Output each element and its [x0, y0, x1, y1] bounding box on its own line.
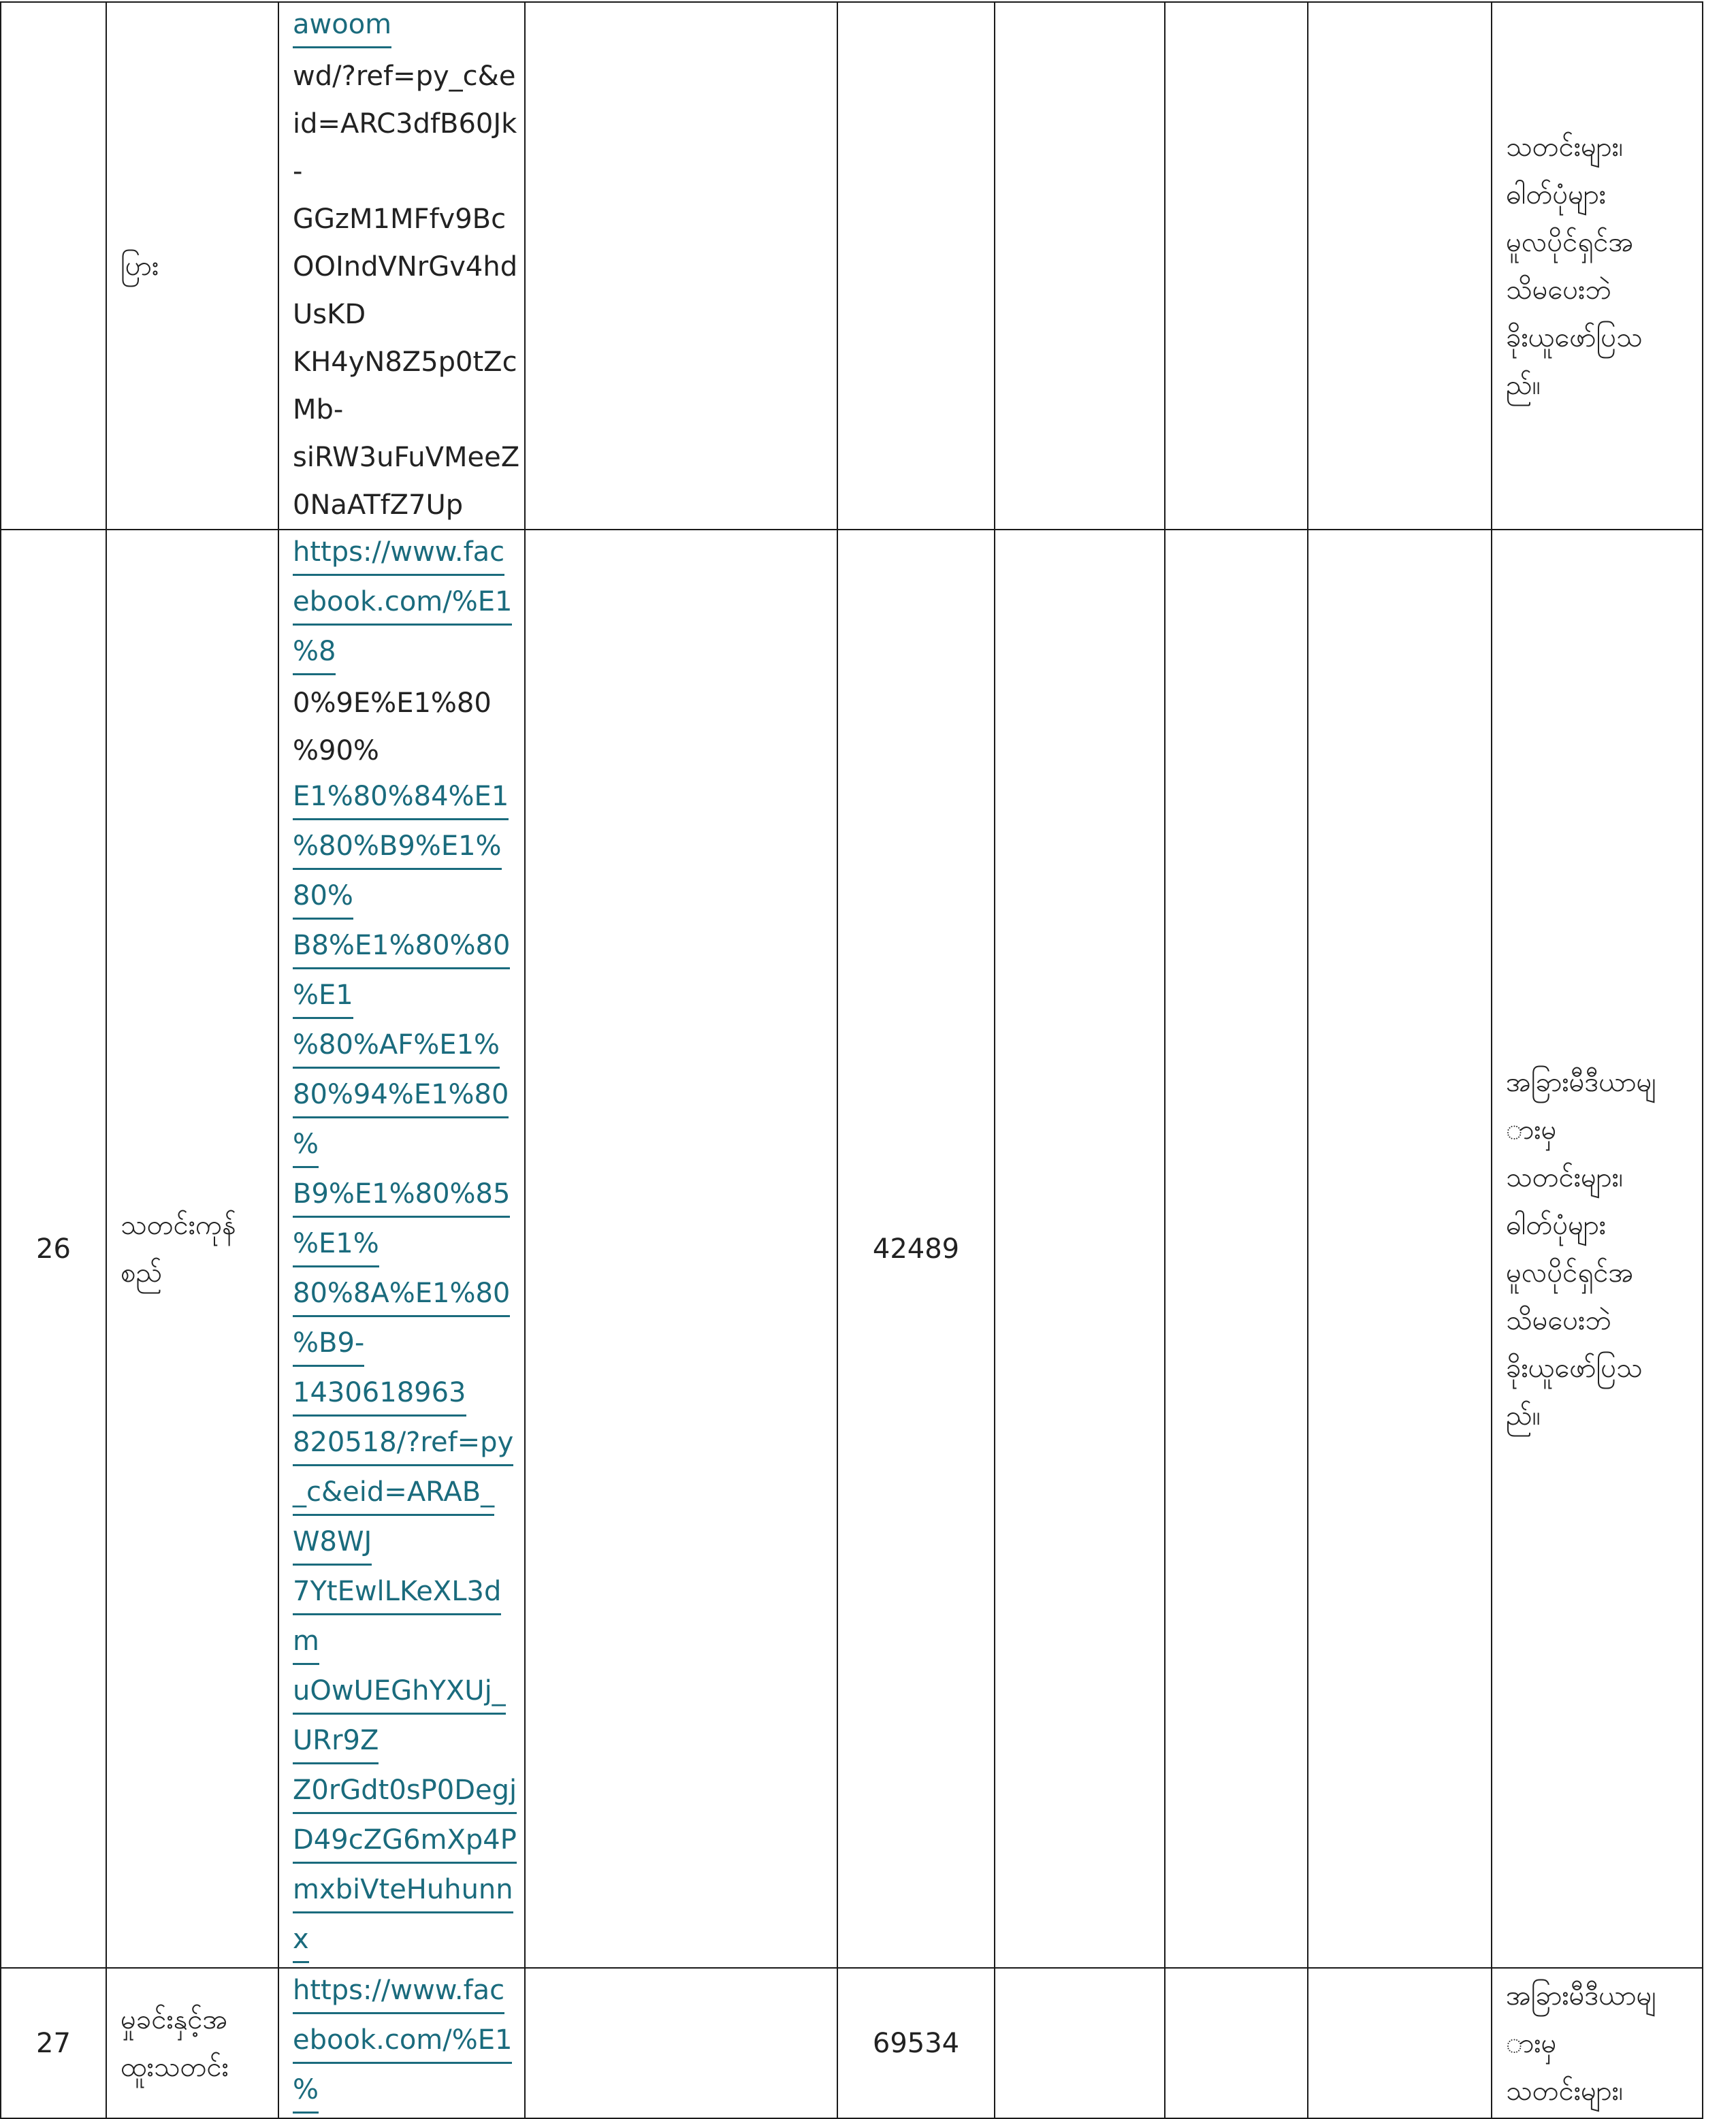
url-link-segment[interactable]: uOwUEGhYXUj_: [293, 1669, 506, 1715]
url-text-segment: OOIndVNrGv4hd: [293, 251, 518, 282]
view-count: 69534: [837, 1968, 995, 2118]
url-link-segment[interactable]: %8: [293, 630, 336, 675]
text-line: ခိုးယူဖော်ပြသ: [1506, 1352, 1643, 1384]
text-line: သိမပေးဘဲ: [1506, 1304, 1611, 1336]
url-link-segment[interactable]: 7YtEwlLKeXL3d: [293, 1570, 501, 1615]
text-line: ခိုးယူဖော်ပြသ: [1506, 321, 1643, 353]
empty-cell: [1165, 2, 1308, 530]
url-link-segment[interactable]: awoom: [293, 3, 391, 48]
url-text-segment: siRW3uFuVMeeZ: [293, 442, 520, 473]
page-url[interactable]: [278, 1968, 525, 2118]
table-row: [1, 2, 1703, 530]
text-line: သိမပေးဘဲ: [1506, 274, 1611, 306]
table-row: [1, 1968, 1703, 2118]
view-count: [837, 2, 995, 530]
empty-cell: [525, 530, 837, 1968]
url-link-segment[interactable]: Z0rGdt0sP0Degj: [293, 1768, 517, 1814]
url-link-segment[interactable]: D49cZG6mXp4P: [293, 1818, 517, 1864]
url-link-segment[interactable]: ebook.com/%E1: [293, 580, 512, 626]
url-text-segment: 0NaATfZ7Up: [293, 489, 464, 521]
empty-cell: [1308, 1968, 1492, 2118]
empty-cell: [995, 1968, 1165, 2118]
empty-cell: [1165, 530, 1308, 1968]
url-link-segment[interactable]: m: [293, 1619, 319, 1665]
url-link-segment[interactable]: 1430618963: [293, 1371, 466, 1417]
view-count: 42489: [837, 530, 995, 1968]
page-name: [106, 2, 278, 530]
text-line: ားမှ: [1506, 1114, 1557, 1146]
remark: [1492, 530, 1703, 1968]
url-text-segment: 0%9E%E1%80: [293, 688, 492, 719]
page-name: [106, 1968, 278, 2118]
url-link-segment[interactable]: %E1%: [293, 1222, 379, 1267]
text-line: စည်: [120, 1257, 163, 1289]
text-line: ဓါတ်ပုံများ: [1506, 1209, 1606, 1241]
text-line: သတင်းများ၊: [1506, 131, 1624, 163]
url-link-segment[interactable]: _c&eid=ARAB_: [293, 1470, 494, 1516]
text-line: ည်။: [1506, 1400, 1541, 1431]
url-link-segment[interactable]: W8WJ: [293, 1520, 372, 1566]
text-line: မူလပိုင်ရှင်အ: [1506, 226, 1634, 258]
text-line: သတင်းများ၊: [1506, 2075, 1624, 2107]
url-link-segment[interactable]: %: [293, 2068, 319, 2114]
page-url[interactable]: [278, 2, 525, 530]
url-text-segment: Mb-: [293, 394, 344, 425]
url-link-segment[interactable]: %80%B9%E1%: [293, 824, 502, 870]
remark: [1492, 1968, 1703, 2118]
text-line: ဓါတ်ပုံများ: [1506, 178, 1606, 210]
empty-cell: [1308, 530, 1492, 1968]
url-link-segment[interactable]: %E1: [293, 973, 353, 1019]
url-text-segment: wd/?ref=py_c&e: [293, 61, 516, 92]
url-link-segment[interactable]: %B9-: [293, 1321, 364, 1367]
text-line: သတင်းကုန်: [120, 1209, 236, 1241]
url-link-segment[interactable]: 80%94%E1%80: [293, 1073, 509, 1118]
table-row: [1, 530, 1703, 1968]
url-link-segment[interactable]: URr9Z: [293, 1719, 379, 1764]
url-link-segment[interactable]: https://www.fac: [293, 530, 504, 576]
records-table: [0, 1, 1703, 2119]
url-text-segment: id=ARC3dfB60Jk: [293, 108, 517, 140]
url-link-segment[interactable]: 80%8A%E1%80: [293, 1272, 510, 1317]
empty-cell: [995, 530, 1165, 1968]
url-link-segment[interactable]: https://www.fac: [293, 1969, 504, 2014]
url-text-segment: GGzM1MFfv9Bc: [293, 204, 507, 235]
text-line: မှုခင်းနှင့်အ: [120, 2003, 228, 2035]
text-line: မူလပိုင်ရှင်အ: [1506, 1257, 1634, 1289]
page-url[interactable]: [278, 530, 525, 1968]
url-link-segment[interactable]: 80%: [293, 874, 353, 920]
row-number: 27: [1, 1968, 106, 2118]
empty-cell: [1308, 2, 1492, 530]
empty-cell: [995, 2, 1165, 530]
text-line: ည်။: [1506, 369, 1541, 401]
empty-cell: [1165, 1968, 1308, 2118]
empty-cell: [525, 2, 837, 530]
text-line: ပြား: [120, 250, 159, 282]
url-link-segment[interactable]: E1%80%84%E1: [293, 775, 509, 820]
url-link-segment[interactable]: %: [293, 1122, 319, 1168]
url-link-segment[interactable]: ebook.com/%E1: [293, 2018, 512, 2064]
url-link-segment[interactable]: mxbiVteHuhunn: [293, 1868, 513, 1913]
url-link-segment[interactable]: 820518/?ref=py: [293, 1421, 513, 1466]
text-line: ထူးသတင်း: [120, 2051, 229, 2083]
text-line: အခြားမီဒီယာမျ: [1506, 1066, 1656, 1098]
row-number: [1, 2, 106, 530]
url-text-segment: %90%: [293, 735, 379, 766]
remark: [1492, 2, 1703, 530]
url-link-segment[interactable]: B8%E1%80%80: [293, 924, 510, 969]
url-link-segment[interactable]: B9%E1%80%85: [293, 1172, 510, 1218]
url-link-segment[interactable]: x: [293, 1918, 309, 1963]
url-text-segment: UsKD: [293, 299, 366, 330]
empty-cell: [525, 1968, 837, 2118]
url-text-segment: -: [293, 156, 303, 187]
page-name: [106, 530, 278, 1968]
row-number: 26: [1, 530, 106, 1968]
text-line: ားမှ: [1506, 2027, 1557, 2059]
url-link-segment[interactable]: %80%AF%E1%: [293, 1023, 500, 1069]
url-text-segment: KH4yN8Z5p0tZc: [293, 346, 517, 378]
text-line: အခြားမီဒီယာမျ: [1506, 1979, 1656, 2011]
text-line: သတင်းများ၊: [1506, 1161, 1624, 1193]
